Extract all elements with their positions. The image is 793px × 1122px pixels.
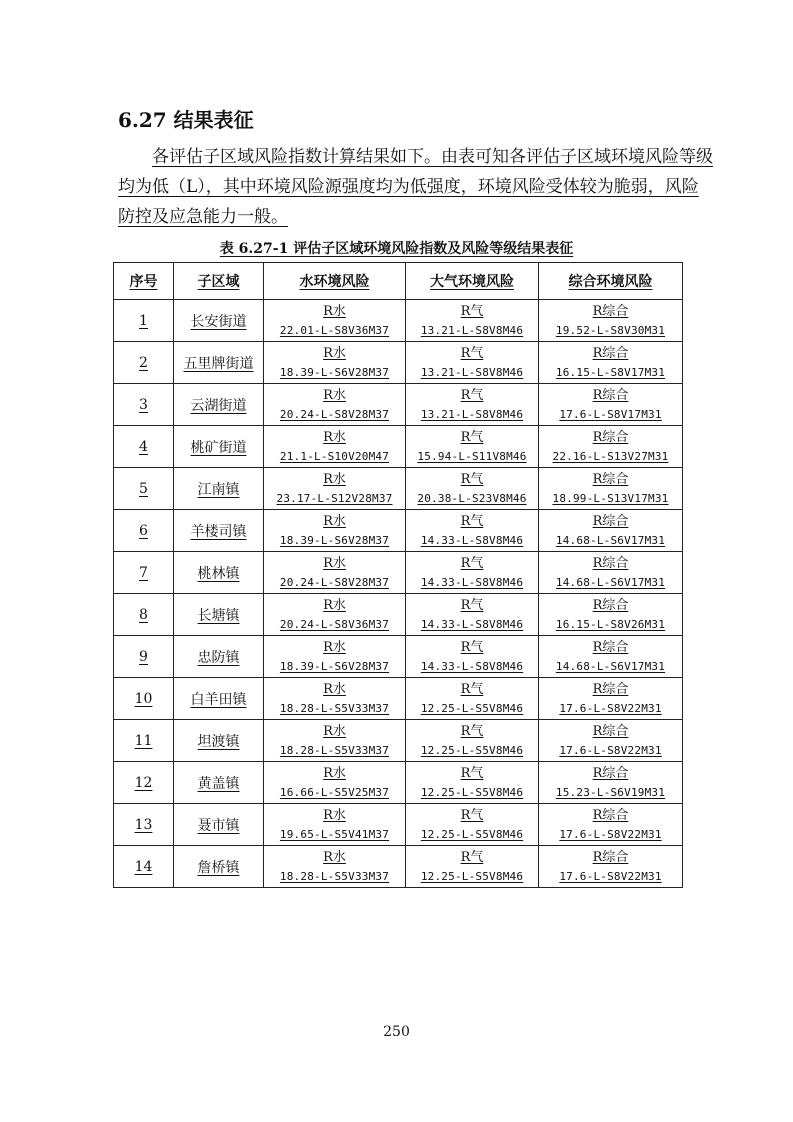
air-risk-value: 20.38-L-S23V8M46 [417,491,527,505]
sub-area-name: 桃林镇 [174,552,264,594]
total-risk-cell [539,678,683,720]
row-number: 14 [114,846,174,888]
water-risk-cell [264,510,406,552]
water-risk-label: R水 [323,471,346,487]
air-risk-cell [406,678,539,720]
sub-area-name: 忠防镇 [174,636,264,678]
total-risk-label: R综合 [592,597,629,613]
air-risk-label: R气 [460,723,484,739]
air-risk-cell [406,552,539,594]
water-risk-value: 19.65-L-S5V41M37 [279,827,390,841]
table-row [114,594,683,636]
air-risk-value: 13.21-L-S8V8M46 [420,407,524,421]
table-caption: 表 6.27-1 评估子区域环境风险指数及风险等级结果表征 [219,241,574,257]
total-risk-value: 16.15-L-S8V17M31 [555,365,666,379]
air-risk-label: R气 [460,807,484,823]
total-risk-value: 14.68-L-S6V17M31 [555,533,666,547]
water-risk-value: 23.17-L-S12V28M37 [276,491,393,505]
water-risk-label: R水 [323,345,346,361]
air-risk-label: R气 [460,597,484,613]
water-risk-label: R水 [323,639,346,655]
header-air-risk: 大气环境风险 [406,263,539,300]
row-number: 1 [114,300,174,342]
total-risk-label: R综合 [592,765,629,781]
water-risk-value: 18.28-L-S5V33M37 [279,743,390,757]
total-risk-label: R综合 [592,639,629,655]
row-number: 5 [114,468,174,510]
air-risk-cell [406,342,539,384]
total-risk-cell [539,342,683,384]
air-risk-cell [406,720,539,762]
water-risk-value: 21.1-L-S10V20M47 [279,449,390,463]
air-risk-label: R气 [460,849,484,865]
air-risk-value: 14.33-L-S8V8M46 [420,575,524,589]
total-risk-label: R综合 [592,555,629,571]
row-number: 12 [114,762,174,804]
total-risk-label: R综合 [592,303,629,319]
water-risk-value: 20.24-L-S8V28M37 [279,407,390,421]
water-risk-label: R水 [323,513,346,529]
air-risk-value: 12.25-L-S5V8M46 [420,827,524,841]
water-risk-value: 16.66-L-S5V25M37 [279,785,390,799]
total-risk-value: 17.6-L-S8V17M31 [559,407,662,421]
total-risk-label: R综合 [592,849,629,865]
table-row [114,846,683,888]
water-risk-label: R水 [323,429,346,445]
table-row [114,300,683,342]
sub-area-name: 聂市镇 [174,804,264,846]
total-risk-label: R综合 [592,471,629,487]
sub-area-name: 长安街道 [174,300,264,342]
header-water-risk: 水环境风险 [264,263,406,300]
total-risk-cell [539,846,683,888]
water-risk-value: 20.24-L-S8V28M37 [279,575,390,589]
paragraph-line: 各评估子区域风险指数计算结果如下。由表可知各评估子区域环境风险等级 [152,147,713,167]
air-risk-value: 13.21-L-S8V8M46 [420,323,524,337]
water-risk-label: R水 [323,555,346,571]
air-risk-label: R气 [460,639,484,655]
total-risk-value: 16.15-L-S8V26M31 [555,617,666,631]
total-risk-cell [539,720,683,762]
air-risk-cell [406,762,539,804]
air-risk-cell [406,804,539,846]
air-risk-cell [406,426,539,468]
water-risk-cell [264,594,406,636]
paragraph-line: 防控及应急能力一般。 [118,207,288,227]
air-risk-label: R气 [460,429,484,445]
air-risk-label: R气 [460,345,484,361]
water-risk-label: R水 [323,681,346,697]
water-risk-cell [264,552,406,594]
water-risk-label: R水 [323,597,346,613]
sub-area-name: 坦渡镇 [174,720,264,762]
water-risk-value: 18.39-L-S6V28M37 [279,659,390,673]
row-number: 8 [114,594,174,636]
air-risk-cell [406,846,539,888]
water-risk-label: R水 [323,849,346,865]
total-risk-value: 17.6-L-S8V22M31 [559,743,662,757]
table-row [114,720,683,762]
air-risk-value: 14.33-L-S8V8M46 [420,617,524,631]
water-risk-value: 18.28-L-S5V33M37 [279,869,390,883]
total-risk-cell [539,426,683,468]
row-number: 11 [114,720,174,762]
air-risk-label: R气 [460,471,484,487]
table-row [114,678,683,720]
total-risk-cell [539,510,683,552]
air-risk-value: 12.25-L-S5V8M46 [420,869,524,883]
total-risk-cell [539,552,683,594]
row-number: 7 [114,552,174,594]
water-risk-value: 18.28-L-S5V33M37 [279,701,390,715]
sub-area-name: 白羊田镇 [174,678,264,720]
row-number: 10 [114,678,174,720]
table-row [114,468,683,510]
air-risk-label: R气 [460,303,484,319]
total-risk-cell [539,468,683,510]
row-number: 2 [114,342,174,384]
total-risk-label: R综合 [592,807,629,823]
total-risk-value: 18.99-L-S13V17M31 [552,491,669,505]
air-risk-label: R气 [460,681,484,697]
total-risk-value: 15.23-L-S6V19M31 [555,785,666,799]
total-risk-value: 17.6-L-S8V22M31 [559,827,662,841]
row-number: 9 [114,636,174,678]
total-risk-value: 19.52-L-S8V30M31 [555,323,666,337]
air-risk-cell [406,636,539,678]
water-risk-value: 18.39-L-S6V28M37 [279,533,390,547]
total-risk-value: 22.16-L-S13V27M31 [552,449,669,463]
total-risk-cell [539,636,683,678]
water-risk-value: 22.01-L-S8V36M37 [279,323,390,337]
air-risk-label: R气 [460,555,484,571]
sub-area-name: 桃矿街道 [174,426,264,468]
water-risk-label: R水 [323,303,346,319]
table-row [114,384,683,426]
table-row [114,426,683,468]
air-risk-cell [406,594,539,636]
water-risk-cell [264,720,406,762]
total-risk-cell [539,804,683,846]
air-risk-cell [406,468,539,510]
page-number: 250 [383,1024,410,1040]
air-risk-cell [406,510,539,552]
row-number: 13 [114,804,174,846]
water-risk-label: R水 [323,765,346,781]
water-risk-value: 18.39-L-S6V28M37 [279,365,390,379]
water-risk-label: R水 [323,387,346,403]
risk-table [113,262,683,888]
air-risk-cell [406,300,539,342]
sub-area-name: 黄盖镇 [174,762,264,804]
header-area: 子区域 [174,263,264,300]
air-risk-label: R气 [460,387,484,403]
row-number: 6 [114,510,174,552]
air-risk-label: R气 [460,513,484,529]
total-risk-label: R综合 [592,429,629,445]
water-risk-cell [264,342,406,384]
table-header-row [114,263,683,300]
water-risk-label: R水 [323,807,346,823]
air-risk-value: 12.25-L-S5V8M46 [420,743,524,757]
intro-paragraph [118,142,713,232]
water-risk-cell [264,636,406,678]
total-risk-label: R综合 [592,387,629,403]
table-row [114,636,683,678]
total-risk-value: 17.6-L-S8V22M31 [559,869,662,883]
row-number: 4 [114,426,174,468]
header-no: 序号 [114,263,174,300]
air-risk-value: 14.33-L-S8V8M46 [420,659,524,673]
water-risk-cell [264,762,406,804]
water-risk-cell [264,300,406,342]
total-risk-label: R综合 [592,513,629,529]
table-row [114,804,683,846]
total-risk-cell [539,384,683,426]
air-risk-value: 13.21-L-S8V8M46 [420,365,524,379]
sub-area-name: 云湖街道 [174,384,264,426]
sub-area-name: 羊楼司镇 [174,510,264,552]
total-risk-label: R综合 [592,723,629,739]
water-risk-cell [264,846,406,888]
row-number: 3 [114,384,174,426]
water-risk-label: R水 [323,723,346,739]
sub-area-name: 江南镇 [174,468,264,510]
total-risk-value: 14.68-L-S6V17M31 [555,575,666,589]
air-risk-label: R气 [460,765,484,781]
table-row [114,342,683,384]
total-risk-label: R综合 [592,681,629,697]
total-risk-value: 14.68-L-S6V17M31 [555,659,666,673]
header-total-risk: 综合环境风险 [539,263,683,300]
air-risk-value: 15.94-L-S11V8M46 [417,449,527,463]
water-risk-value: 20.24-L-S8V36M37 [279,617,390,631]
section-title: 6.27 结果表征 [118,108,254,132]
table-body [114,300,683,888]
air-risk-value: 12.25-L-S5V8M46 [420,785,524,799]
total-risk-value: 17.6-L-S8V22M31 [559,701,662,715]
paragraph-line: 均为低（L），其中环境风险源强度均为低强度，环境风险受体较为脆弱，风险 [118,177,699,197]
table-row [114,552,683,594]
water-risk-cell [264,678,406,720]
water-risk-cell [264,468,406,510]
sub-area-name: 长塘镇 [174,594,264,636]
water-risk-cell [264,426,406,468]
air-risk-value: 14.33-L-S8V8M46 [420,533,524,547]
table-row [114,510,683,552]
total-risk-label: R综合 [592,345,629,361]
water-risk-cell [264,384,406,426]
sub-area-name: 五里牌街道 [174,342,264,384]
air-risk-value: 12.25-L-S5V8M46 [420,701,524,715]
table-row [114,762,683,804]
total-risk-cell [539,300,683,342]
sub-area-name: 詹桥镇 [174,846,264,888]
total-risk-cell [539,762,683,804]
total-risk-cell [539,594,683,636]
air-risk-cell [406,384,539,426]
water-risk-cell [264,804,406,846]
